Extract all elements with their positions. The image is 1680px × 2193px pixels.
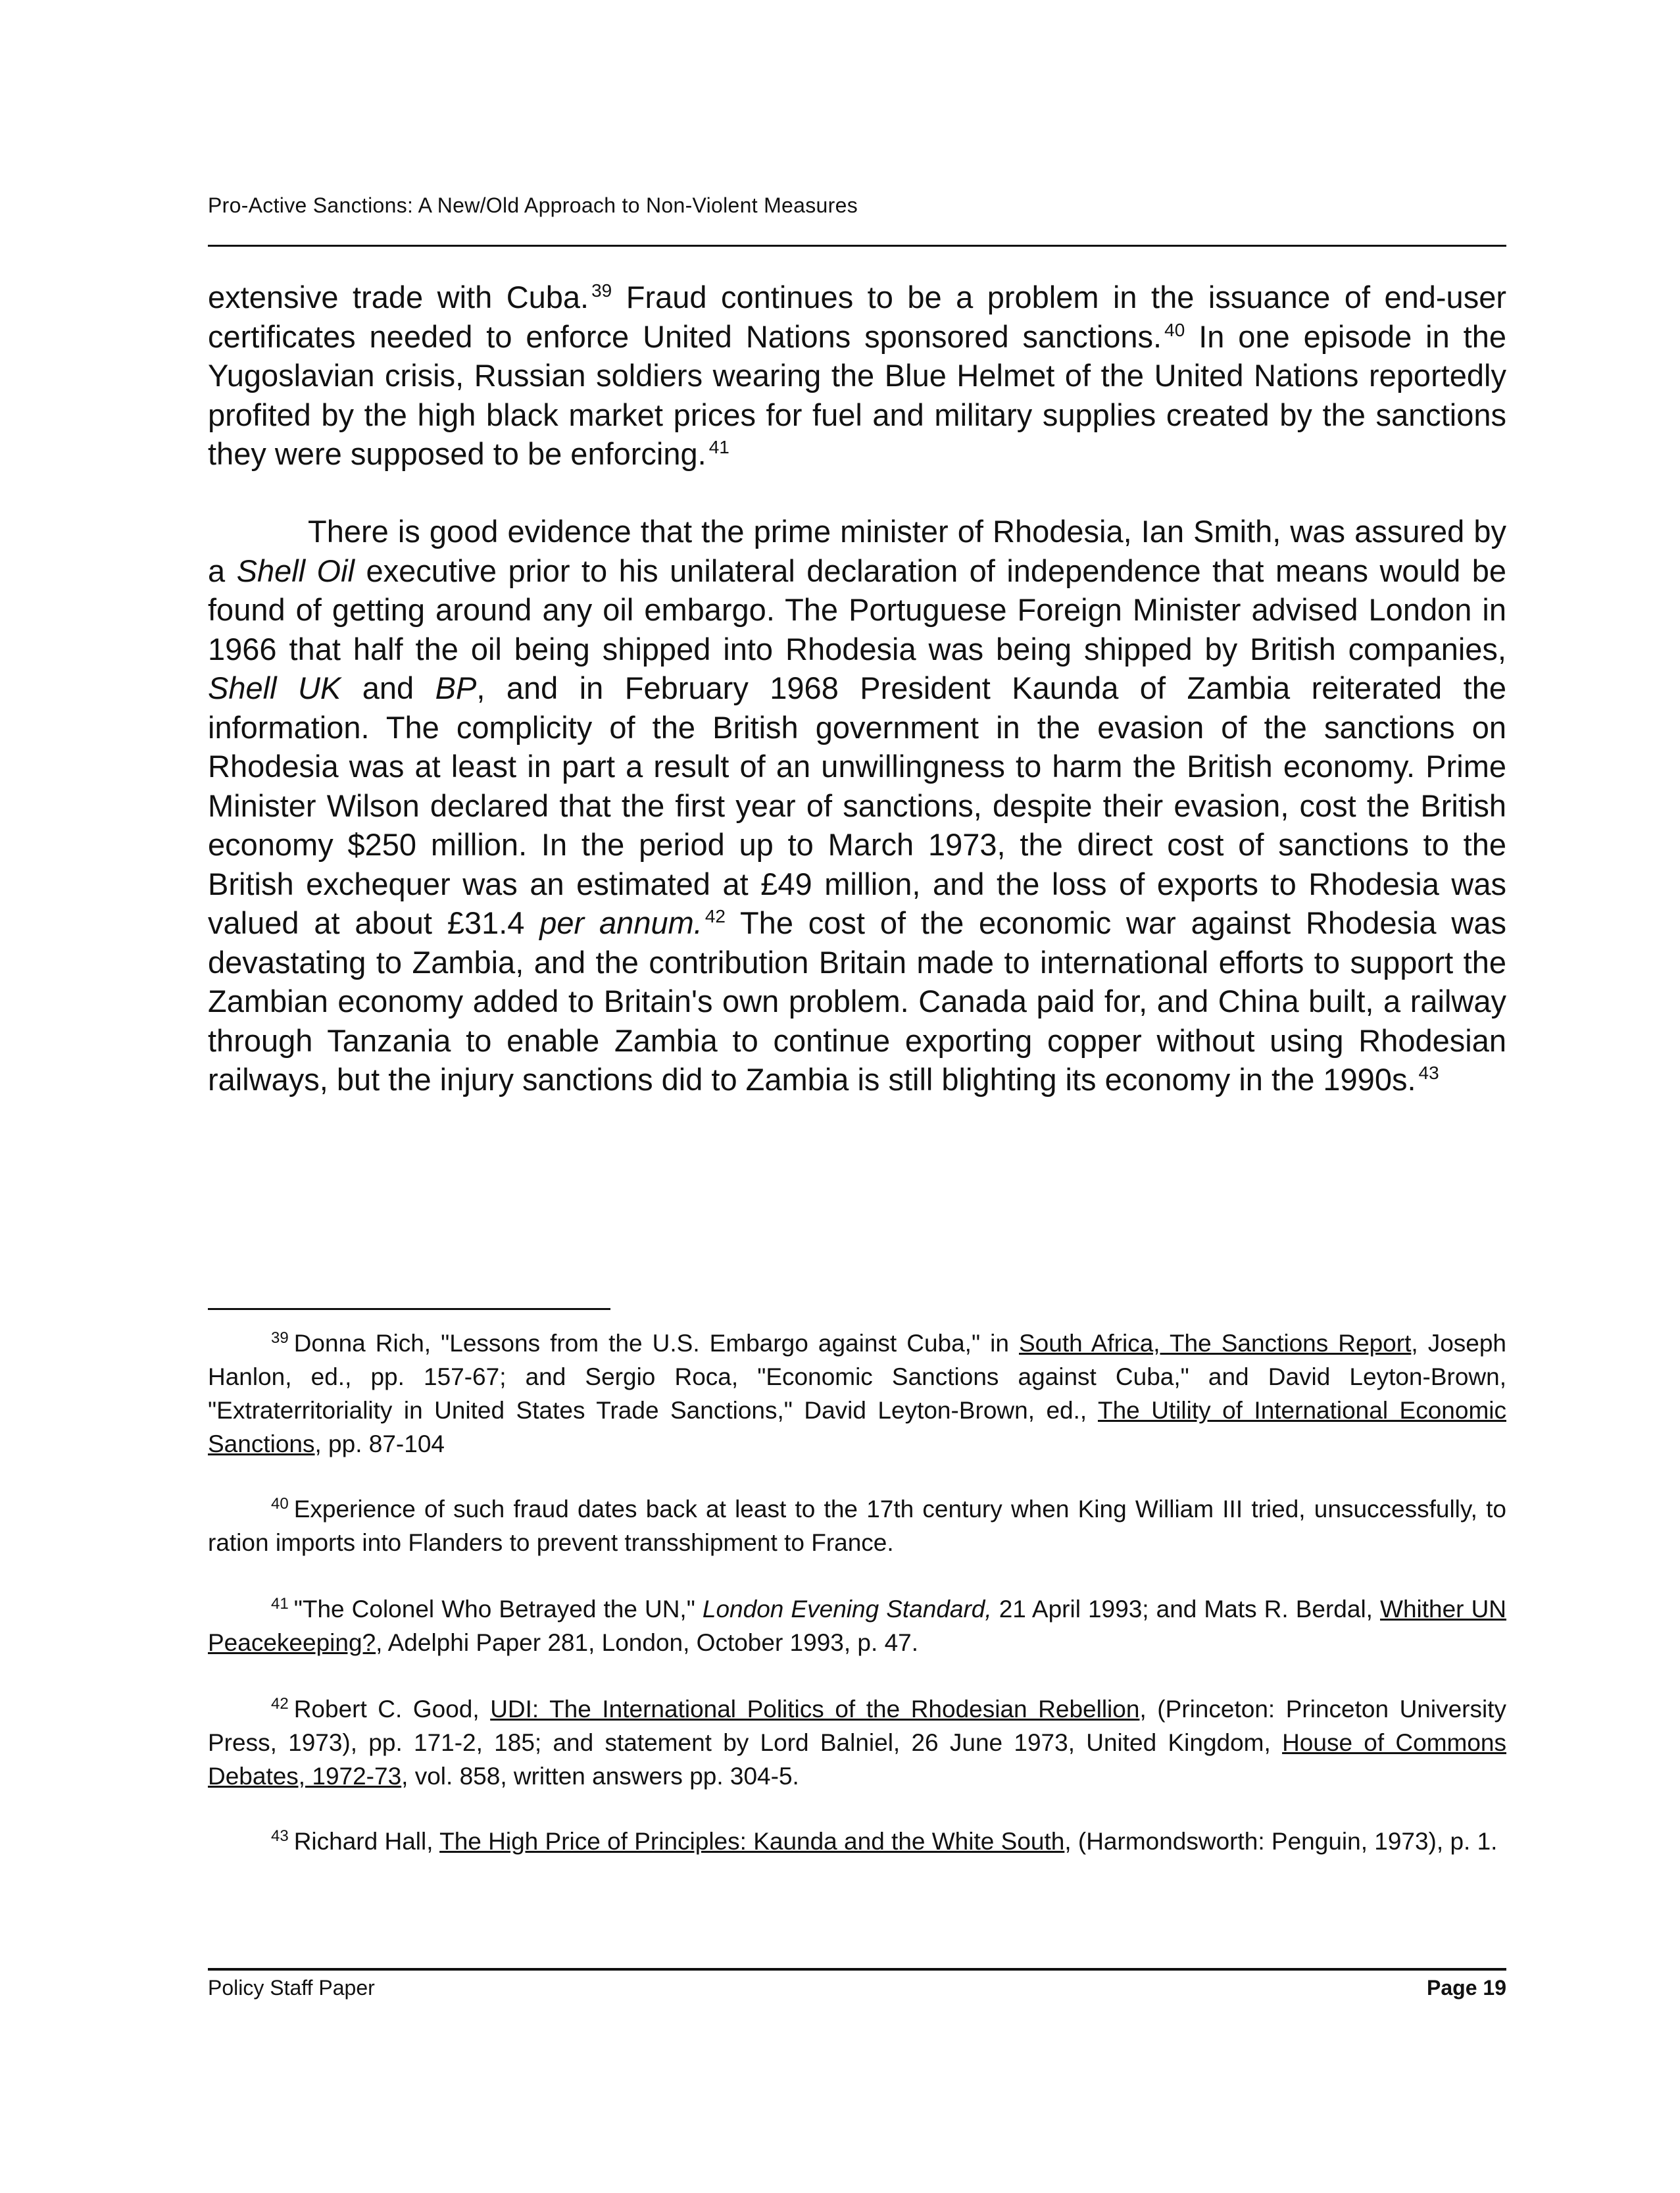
footnote-42 [208, 1692, 1506, 1793]
text-span: executive prior to his unilateral declaration of independence that means would be found of getting around any oil embargo. The Portuguese Foreign Minister advised London in 1966 that half the oil being shipped into Rhodesia was being shipped by British companies, [208, 553, 1506, 667]
text-span: 21 April 1993; and Mats R. Berdal, [991, 1596, 1381, 1623]
text-span: "The Colonel Who Betrayed the UN," [293, 1596, 703, 1623]
text-span: Robert C. Good, [293, 1696, 491, 1723]
footnote-ref-40[interactable]: 40 [1164, 319, 1185, 340]
footnote-ref-42[interactable]: 42 [704, 906, 726, 927]
footnote-number: 43 [271, 1827, 289, 1845]
text-span: In one episode in the Yugoslavian crisis, Russian soldiers wearing the Blue Helmet of the United Nations reportedly profited by the high black market prices for fuel and military supplies created by the sanctions they were supposed to be enforcing. [208, 318, 1506, 471]
italic-company-shell-uk: Shell UK [208, 670, 341, 705]
footnote-ref-39[interactable]: 39 [591, 280, 612, 301]
text-span: There is good evidence that the prime minister of Rhodesia, Ian Smith, was assured by a [208, 514, 1506, 588]
footnote-number: 40 [271, 1494, 289, 1513]
footnote-number: 39 [271, 1328, 289, 1347]
italic-publication: London Evening Standard, [702, 1596, 992, 1623]
text-span: , pp. 87-104 [314, 1430, 445, 1457]
header-rule [208, 245, 1506, 247]
footnote-39 [208, 1326, 1506, 1461]
text-span: Fraud continues to be a problem in the issuance of end-user certificates needed to enforce United Nations sponsored sanctions. [208, 280, 1506, 354]
underlined-title: South Africa, The Sanctions Report [1019, 1330, 1412, 1357]
footer-series-label: Policy Staff Paper [208, 1976, 375, 2000]
text-span: Donna Rich, "Lessons from the U.S. Embargo against Cuba," in [293, 1330, 1019, 1357]
page-number: Page 19 [1427, 1976, 1506, 2000]
footer-rule [208, 1968, 1506, 1971]
footnote-41 [208, 1592, 1506, 1659]
footnote-ref-41[interactable]: 41 [708, 437, 729, 458]
underlined-title: Whither UN Peacekeeping? [208, 1596, 1507, 1656]
underlined-title: The Utility of International Economic Sanctions [208, 1397, 1506, 1457]
text-span: , Joseph Hanlon, ed., pp. 157-67; and Sergio Roca, "Economic Sanctions against Cuba," and David Leyton-Brown, "Extraterritoriality in United States Trade Sanctions," David Leyton-Brown, ed., [208, 1330, 1507, 1424]
italic-company-bp: BP [435, 670, 477, 705]
italic-company-shell-oil: Shell Oil [236, 553, 355, 588]
text-span: extensive trade with Cuba. [208, 280, 589, 315]
underlined-title: The High Price of Principles: Kaunda and the White South [439, 1828, 1065, 1855]
text-span: , vol. 858, written answers pp. 304-5. [401, 1763, 799, 1790]
italic-per-annum: per annum. [539, 905, 703, 940]
underlined-title: UDI: The International Politics of the Rhodesian Rebellion [490, 1696, 1140, 1723]
footnote-40 [208, 1492, 1506, 1559]
text-span: The cost of the economic war against Rhodesia was devastating to Zambia, and the contribution Britain made to international efforts to support the Zambian economy added to Britain's own problem. Canada paid for, and China built, a railway through Tanzania to enable Zambia to continue exporting copper without using Rhodesian railways, but the injury sanctions did to Zambia is still blighting its economy in the 1990s. [208, 905, 1506, 1097]
body-paragraph-1 [208, 278, 1506, 474]
text-span: and [341, 670, 435, 705]
footnote-separator [208, 1308, 610, 1310]
footnote-number: 41 [271, 1594, 289, 1613]
footnote-ref-43[interactable]: 43 [1418, 1063, 1439, 1084]
text-span: Experience of such fraud dates back at least to the 17th century when King William III tried, unsuccessfully, to ration imports into Flanders to prevent transshipment to France. [208, 1496, 1506, 1556]
underlined-title: House of Commons Debates, 1972-73 [208, 1729, 1507, 1790]
text-span: , (Princeton: Princeton University Press, 1973), pp. 171-2, 185; and statement by Lord Balniel, 26 June 1973, United Kingdom, [208, 1696, 1506, 1756]
running-header: Pro-Active Sanctions: A New/Old Approach to Non-Violent Measures [208, 193, 858, 217]
footnote-43 [208, 1825, 1506, 1858]
text-span: Richard Hall, [293, 1828, 440, 1855]
text-span: , (Harmondsworth: Penguin, 1973), p. 1. [1064, 1828, 1498, 1855]
footnote-number: 42 [271, 1694, 289, 1713]
text-span: , and in February 1968 President Kaunda of Zambia reiterated the information. The complicity of the British government in the evasion of the sanctions on Rhodesia was at least in part a result of an unwillingness to harm the British economy. Prime Minister Wilson declared that the first year of sanctions, despite their evasion, cost the British economy $250 million. In the period up to March 1973, the direct cost of sanctions to the British exchequer was an estimated at £49 million, and the loss of exports to Rhodesia was valued at about £31.4 [208, 670, 1506, 940]
text-span: , Adelphi Paper 281, London, October 1993, p. 47. [376, 1629, 919, 1656]
body-paragraph-2 [208, 512, 1506, 1099]
